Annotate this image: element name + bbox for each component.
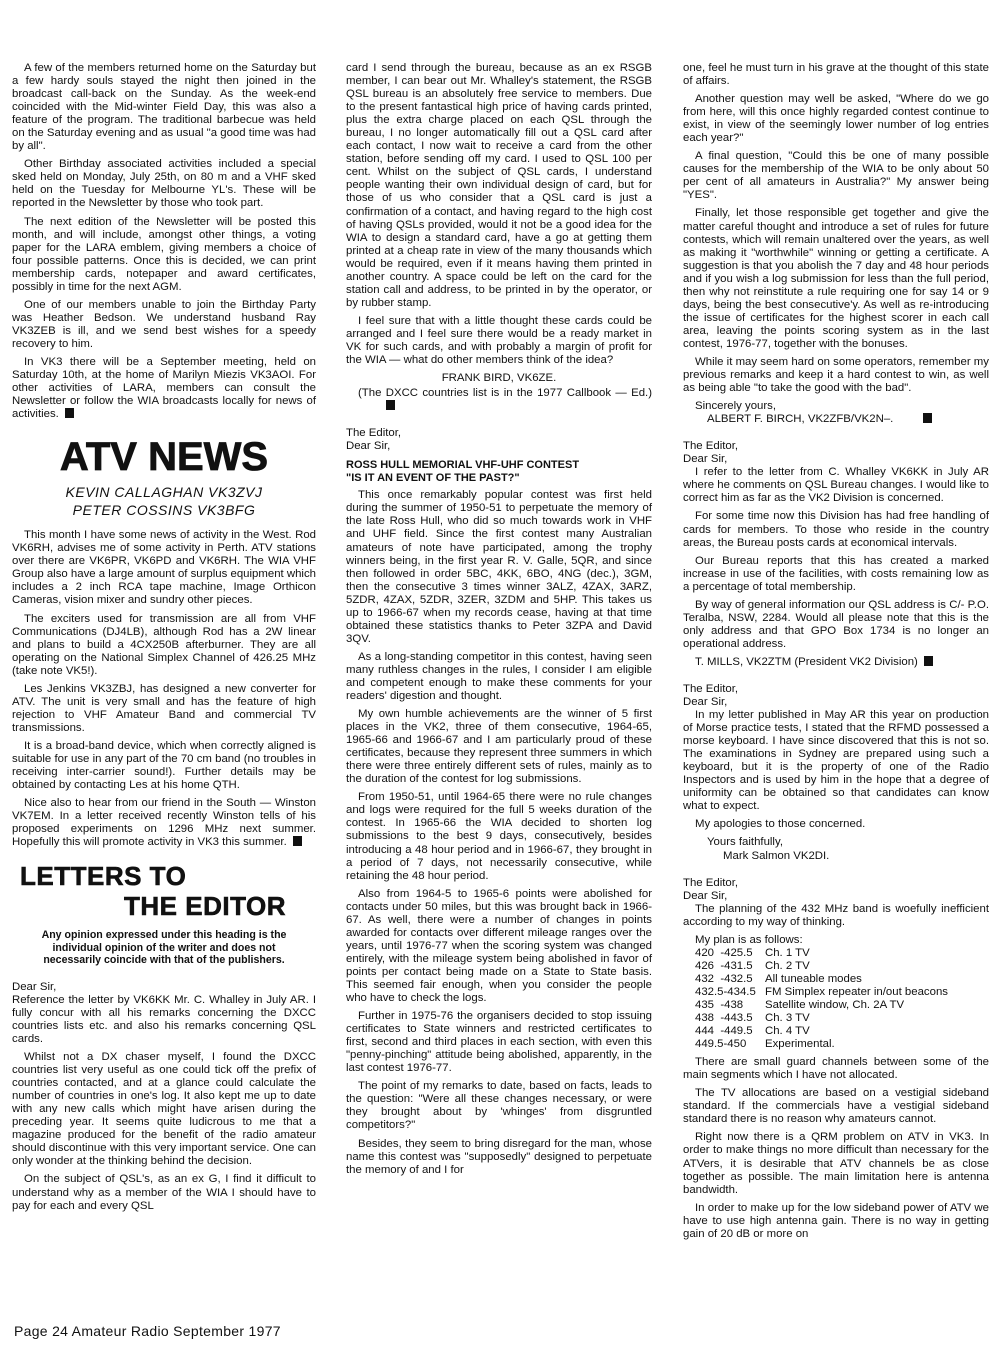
letter-signature: FRANK BIRD, VK6ZE. (441, 372, 557, 385)
letter-paragraph: From 1950-51, until 1964-65 there were no rule changes and logs were required for the full 5 weeks duration of the contest. In 1965-66 the WIA decided to shorten log submissions to the best 9 days, consecutively, besides introducing a 48 hour period and in 1966-67, they brought in a period of 7 days, not necessarily consecutive, while retaining the 48 hour period. (346, 791, 652, 882)
atv-author-1: KEVIN CALLAGHAN VK3ZVJ (65, 484, 263, 501)
letter-paragraph: Our Bureau reports that this has created a marked increase in use of the facilities, with costs remaining low as a percentage of total membership. (683, 554, 989, 593)
column-left (12, 62, 316, 1218)
letter-signature: Mark Salmon VK2DI. (723, 849, 830, 862)
letter-paragraph: The TV allocations are based on a vestigial sideband standard. If the commercials have a vestigial sideband standard there is no reason why amateurs cannot. (683, 1087, 989, 1126)
band-plan-usage: Ch. 1 TV (765, 946, 810, 959)
band-plan-frequency: 426 -431.5 (695, 959, 753, 972)
end-mark-icon (65, 408, 74, 418)
end-mark-icon (924, 656, 933, 666)
letter-closing: Yours faithfully, (707, 836, 783, 849)
band-plan-usage: Ch. 3 TV (765, 1012, 810, 1025)
atv-paragraph: The exciters used for transmission are all from VHF Communications (DJ4LB), although Rod has a 2W linear and plans to build a 4CX250B afterburner. They are all operating on the National Simplex Channel of 426.25 MHz (take note VK5!). (12, 612, 316, 677)
atv-paragraph-last: Nice also to hear from our friend in the South — Winston VK7EM. In a letter received recently Winston tells of his proposed experiments on 1296 MHz next summer. Hopefully this will promote activity in VK3 this summer. (12, 797, 316, 849)
letter-paragraph: Besides, they seem to bring disregard for the man, whose name this contest was "supposedly" designed to perpetuate the memory of and I for (346, 1137, 652, 1176)
letter-paragraph: A final question, "Could this be one of many possible causes for the membership of the WIA to be only about 50 per cent of all amateurs in Australia?" My answer being "YES". (683, 150, 989, 202)
lara-paragraph: A few of the members returned home on the Saturday but a few hardy souls stayed the night then joined in the broadcast call-back on the Sunday. As the week-end coincided with the Mid-winter Field Day, this was also a feature of the program. The traditional barbecue was held on the Saturday evening and as usual "a good time was had by all". (12, 62, 316, 153)
page-footer: Page 24 Amateur Radio September 1977 (14, 1323, 281, 1339)
salutation: Dear Sir, (346, 440, 391, 453)
letter-paragraph: I feel sure that with a little thought these cards could be arranged and I feel sure there would be a ready market in VK for such cards, and with probably a margin of profit for the WIA — what do other members think of the idea? (346, 314, 652, 367)
lara-paragraph: The next edition of the Newsletter will be posted this month, and will include, amongst other things, a voting paper for the LARA emblem, giving members a choice of four possible patterns. Once this is decided, we can print membership cards, notepaper and award certificates, possibly in time for the next AGM. (12, 215, 316, 293)
salutation: Dear Sir, (683, 889, 728, 902)
addressee: The Editor, (346, 427, 402, 440)
letter-paragraph: There are small guard channels between some of the main segments which I have not allocated. (683, 1056, 989, 1082)
band-plan-usage: FM Simplex repeater in/out beacons (765, 985, 948, 998)
letter-closing: Sincerely yours, (695, 400, 777, 413)
letter-paragraph: This once remarkably popular contest was first held during the summer of 1950-51 to perpetuate the memory of the late Ross Hull, who did so much towards work in VHF and UHF field. Since the first contest many Australian amateurs of note have participated, among the trophy winners being, in the first year R. V. Galle, 5QR, and since then followed in order 5BC, 4KK, 6BO, 4NG (dec.), 3GM, then the consecutive 3 times winner 3ALZ, 4ZAX, 3ARZ, 5ZDR, 4ZAX, 5ZDR, 3ZER, 3ZDM and 5HP. This takes us up to 1966-67 when my records cease, having at that time obtained these statistics thanks to Peter 3ZPA and David 3QV. (346, 489, 652, 645)
letter-paragraph: The point of my remarks to date, based on facts, leads to the question: "Were all these changes necessary, or were they brought about by 'whinges' from disgruntled competitors?" (346, 1080, 652, 1132)
band-plan-row (695, 947, 1000, 960)
letters-to-editor-heading: LETTERS TO THE EDITOR (20, 861, 286, 922)
letter-paragraph: My plan is as follows: (695, 933, 803, 946)
band-plan-frequency: 420 -425.5 (695, 946, 753, 959)
contest-headline: ROSS HULL MEMORIAL VHF-UHF CONTEST "IS IT AN EVENT OF THE PAST?" (346, 459, 580, 484)
letter-paragraph: Finally, let those responsible get together and give the matter careful thought and introduce a set of rules for future contests, which will remain unaltered over the years, as well as making it "worthwhile" winning or getting a certificate. A suggestion is that you abolish the 7 day and 48 hour periods and if you wish a log submission for less than the full period, then why not reinstitute a rule requiring one for say 14 or 9 days, being the best consecutive'y. As well as re-introducing the issue of certificates for the highest scorer in each call area, leaving the points scoring system as in the last contest, 1976-77, together with the bonuses. (683, 207, 989, 350)
letter-paragraph: Further in 1975-76 the organisers decided to stop issuing certificates to State winners and restricted certificates to first, second and third places in each section, with even this "penny-pinching" attitude being abolished, apparently, in the last contest 1976-77. (346, 1010, 652, 1075)
addressee: The Editor, (683, 682, 739, 695)
letter-paragraph: In my letter published in May AR this year on production of Morse practice tests, I stated that the RFMD possessed a morse keyboard. I have since discovered that this is not so. The examinations in Sydney are prepared using such a keyboard, but it is the property of one of the Radio Inspectors and is used by him in the hope that a degree of uniformity can be obtained so that candidates can know what to expect. (683, 709, 989, 813)
band-plan-frequency: 449.5-450 (695, 1038, 747, 1051)
band-plan-row (695, 1012, 1000, 1025)
letter-paragraph: My own humble achievements are the winner of 5 first places in the VK2, three of them consecutive, 1964-65, 1965-66 and 1966-67 and I am particularly proud of these certificates, because they represent three summers in which there were three entirely different sets of rules, mainly as to the duration of the contest for log submissions. (346, 708, 652, 786)
salutation: Dear Sir, (683, 696, 728, 709)
letter-paragraph: Also from 1964-5 to 1965-6 points were abolished for contacts under 50 miles, but this was brought back in 1966-67. As well, there were a number of changes in points awarded for contacts over different mileage ranges over the years, until 1976-77 when the scoring system was changed entirely, with the mileage system being abolished in favor of points per contact being made on a State to State basis. This seemed fair enough, when you consider the people who have to check the logs. (346, 887, 652, 1005)
atv-paragraph: This month I have some news of activity in the West. Rod VK6RH, advises me of some activity in Perth. ATV stations over there are VK6PR, VK6PD and VK6RH. The WIA VHF Group also have a large amount of surplus equipment which includes a 2 inch RCA tape machine, Image Orthicon Cameras, vision mixer and sundry other pieces. (12, 529, 316, 607)
letter-paragraph: Right now there is a QRM problem on ATV in VK3. In order to make things no more difficult than necessary for the ATVers, it is desirable that ATV channels be as close together as possible. The main limitation here is antenna bandwidth. (683, 1131, 989, 1196)
atv-paragraph: It is a broad-band device, which when correctly aligned is suitable for use in any part of the 70 cm band (no troubles in receiving inter-carrier sound!). Further details may be obtained by contacting Les at his home QTH. (12, 739, 316, 792)
letter-paragraph: Another question may well be asked, "Where do we go from here, will this once highly regarded contest continue to exist, in view of the seemingly lower number of log entries each year?" (683, 93, 989, 145)
band-plan-frequency: 435 -438 (695, 999, 744, 1011)
addressee: The Editor, (683, 876, 739, 889)
letter-paragraph: I refer to the letter from C. Whalley VK6KK in July AR where he comments on QSL Bureau changes. I would like to correct him as far as the VK2 Division is concerned. (683, 466, 989, 505)
band-plan-row (695, 986, 1000, 999)
letter-paragraph: My apologies to those concerned. (695, 818, 866, 831)
band-plan-frequency: 444 -449.5 (695, 1025, 753, 1038)
letter-paragraph: Reference the letter by VK6KK Mr. C. Whalley in July AR. I fully concur with all his remarks concerning the DXCC countries lists etc. and also his remarks concerning QSL cards. (12, 993, 316, 1045)
band-plan-frequency: 432.5-434.5 (695, 985, 756, 998)
atv-news-heading: ATV NEWS (59, 435, 269, 480)
column-middle (346, 62, 652, 1182)
band-plan-usage: Satellite window, Ch. 2A TV (765, 999, 905, 1011)
lara-paragraph: One of our members unable to join the Birthday Party was Heather Bedson. We understand husband Ray VK3ZEB is ill, and we send best wishes for a speedy recovery to him. (12, 298, 316, 350)
letter-paragraph: The planning of the 432 MHz band is woefully inefficient according to my way of thinking. (683, 902, 989, 928)
band-plan-usage: Ch. 2 TV (765, 959, 810, 972)
lara-paragraph: Other Birthday associated activities included a special sked held on Monday, July 25th, on 80 m and a VHF sked held on the Tuesday for Melbourne YL's. These will be reported in the Newsletter by those who took part. (12, 158, 316, 210)
salutation: Dear Sir, (683, 453, 728, 466)
band-plan-row (695, 999, 1000, 1012)
letter-paragraph: On the subject of QSL's, as an ex G, I find it difficult to understand why as a member of the WIA I should have to pay for each and every QSL (12, 1173, 316, 1212)
letter-paragraph: For some time now this Division has had free handling of cards for members. To those who reside in the country areas, the Bureau posts cards at economical intervals. (683, 510, 989, 549)
band-plan-row (695, 1038, 1000, 1051)
band-plan-row (695, 960, 1000, 973)
letters-disclaimer: Any opinion expressed under this heading is the individual opinion of the writer and does not necessarily coincide with that of the publishers. (41, 929, 287, 967)
end-mark-icon (293, 836, 302, 846)
editor-note: (The DXCC countries list is in the 1977 Callbook — Ed.) (346, 387, 652, 413)
end-mark-icon (386, 400, 395, 410)
addressee: The Editor, (683, 440, 739, 453)
band-plan-usage: All tuneable modes (765, 972, 862, 985)
letter-paragraph: Whilst not a DX chaser myself, I found the DXCC countries list very useful as one could tick off the prefix of countries contacted, and at a glance could calculate the number of countries in one's log. It also kept me up to date with any new calls which might have arisen during the preceding year. It seems quite ludicrous to me that a magazine produced for the benefit of the radio amateur should discontinue with this very important service. One can only wonder at the thinking behind the decision. (12, 1051, 316, 1168)
letter-paragraph: As a long-standing competitor in this contest, having seen many ruthless changes in the rules, I consider I am eligible and competent enough to make these comments for your readers' digestion and thought. (346, 650, 652, 703)
letter-paragraph: By way of general information our QSL address is C/- P.O. Teralba, NSW, 2284. Would all please note that this is the only address and that GPO Box 1734 is no longer an operational address. (683, 598, 989, 650)
end-mark-icon (923, 413, 932, 423)
letter-paragraph: card I send through the bureau, because as an ex RSGB member, I can bear out Mr. Whalley's statement, the RSGB QSL bureau is an absolutely free service to members. Due to the present fantastical high price of having cards printed, plus the extra charge placed on each QSL through the bureau, I no longer automatically fill out a QSL card after each contact, I now wait to receive a card from the other station, before sending off my card. I used to QSL 100 per cent. Whilst on the subject of QSL cards, I understand people wanting their own individual design of card, but for those of us who consider that a QSL card is just a confirmation of a contact, and having regard to the high cost of having QSLs provided, would it not be a good idea for the WIA to design a standard card, have a go at getting them printed at a cheap rate in view of the many thousands which would be required, even if it means having them printed in another country. A space could be left on the card for the station call and address, to be printed in by the operator, or by rubber stamp. (346, 62, 652, 309)
atv-author-2: PETER COSSINS VK3BFG (72, 502, 256, 519)
atv-paragraph: Les Jenkins VK3ZBJ, has designed a new converter for ATV. The unit is very small and has the feature of high rejection to VHF Amateur Band and commercial TV transmissions. (12, 682, 316, 734)
lara-paragraph-last: In VK3 there will be a September meeting, held on Saturday 10th, at the home of Marilyn Miezis VK3AOI. For other activities of LARA, members can consult the Newsletter or follow the WIA broadcasts locally for news of activities. (12, 355, 316, 421)
salutation: Dear Sir, (12, 980, 57, 993)
band-plan-row (695, 973, 1000, 986)
letter-signature: T. MILLS, VK2ZTM (President VK2 Division) (683, 656, 989, 669)
band-plan-row (695, 1025, 1000, 1038)
band-plan-table (695, 947, 1000, 1051)
letter-signature: ALBERT F. BIRCH, VK2ZFB/VK2N–. (683, 413, 989, 426)
letter-paragraph: In order to make up for the low sideband power of ATV we have to use high antenna gain. There is no way in getting gain of 20 dB or more on (683, 1201, 989, 1240)
column-right (683, 62, 989, 1246)
band-plan-usage: Ch. 4 TV (765, 1025, 810, 1038)
band-plan-usage: Experimental. (765, 1038, 835, 1051)
band-plan-frequency: 432 -432.5 (695, 972, 753, 985)
letter-paragraph: While it may seem hard on some operators, remember my previous remarks and keep it a hard contest to win, as well as being able "to take the good with the bad". (683, 355, 989, 395)
letter-paragraph: one, feel he must turn in his grave at the thought of this state of affairs. (683, 62, 989, 88)
band-plan-frequency: 438 -443.5 (695, 1012, 753, 1025)
